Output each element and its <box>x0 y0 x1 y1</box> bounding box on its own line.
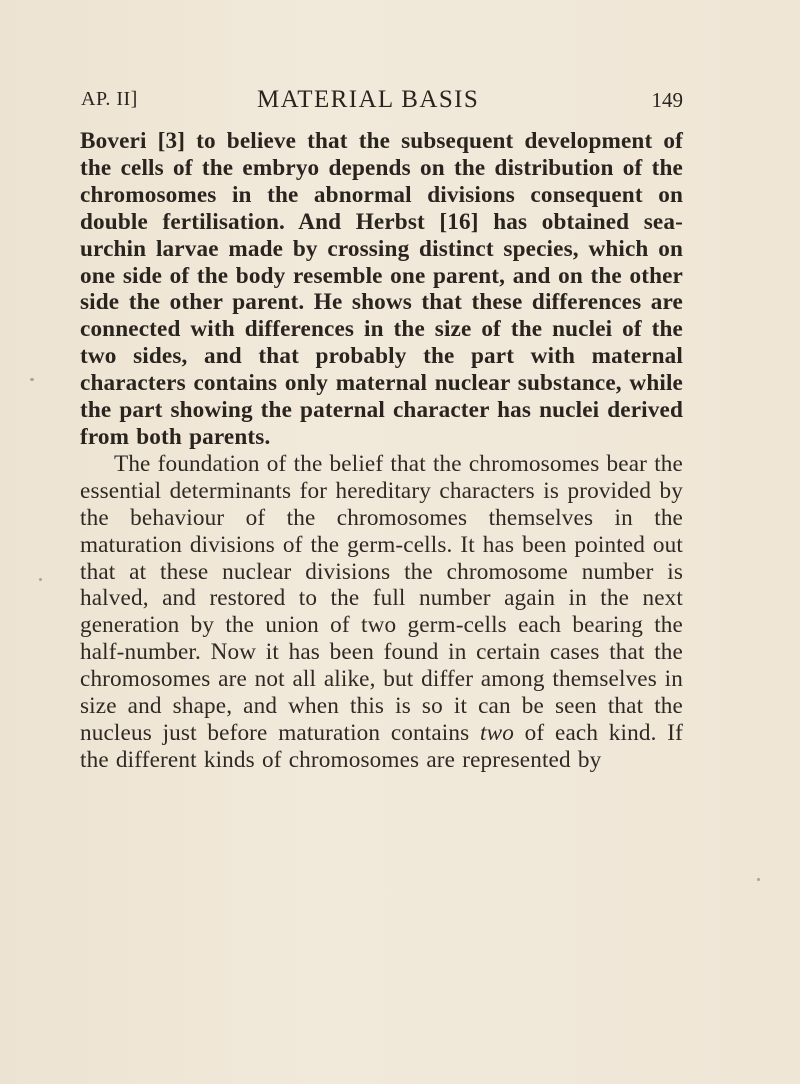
running-head-title: MATERIAL BASIS <box>257 86 480 113</box>
body-text <box>80 128 683 774</box>
paper-speck <box>39 578 42 581</box>
page-number: 149 <box>651 88 683 112</box>
paragraph: Boveri [3] to believe that the subsequent development of the cells of the embryo depends on the distribution of the chromosomes in the abnormal divisions consequent on double fertilisation. And Herbst [16] has obtained sea-urchin larvae made by crossing distinct species, which on one side of the body resemble one parent, and on the other side the other parent. He shows that these differences are connected with differences in the size of the nuclei of the two sides, and that probably the part with maternal characters contains only maternal nuclear substance, while the part showing the paternal character has nuclei derived from both parents. <box>80 128 683 450</box>
paper-speck <box>30 378 34 381</box>
paragraph <box>80 451 683 774</box>
page-header <box>81 86 683 118</box>
paragraph-text: The foundation of the belief that the chromosomes bear the essential determinants for hereditary characters is provided by the behaviour of the chromosomes themselves in the maturation divisions of the germ-cells. It has been pointed out that at these nuclear divisions the chromosome number is halved, and restored to the full number again in the next generation by the union of two germ-cells each bearing the half-number. Now it has been found in certain cases that the chromosomes are not all alike, but differ among themselves in size and shape, and when this is so it can be seen that the nucleus just before maturation contains <box>80 450 683 746</box>
emphasis-text: two <box>480 719 514 746</box>
chapter-reference: AP. II] <box>81 88 138 110</box>
paper-speck <box>757 878 760 881</box>
paragraph-text: of each kind. If the different kinds of chromosomes are represented by <box>80 719 683 773</box>
